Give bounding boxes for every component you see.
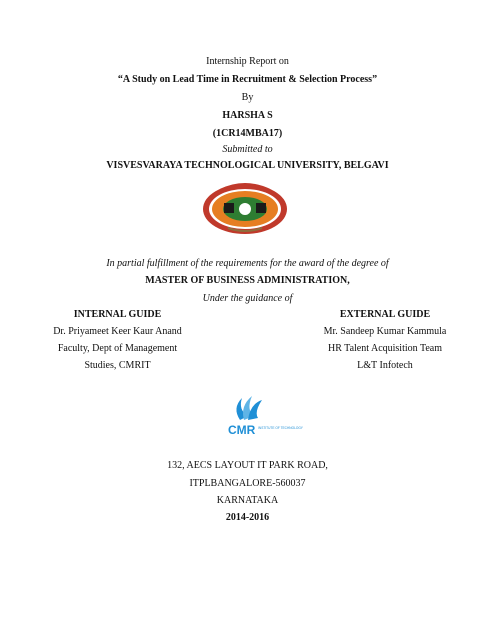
- cmr-logo-subtext: INSTITUTE OF TECHNOLOGY: [258, 426, 303, 430]
- cmr-logo-icon: [210, 390, 303, 440]
- address-line-3: KARNATAKA: [216, 495, 279, 506]
- address-line-2: ITPLBANGALORE-560037: [189, 478, 306, 489]
- vtu-emblem-icon: [200, 176, 290, 236]
- external-guide-name: Mr. Sandeep Kumar Kammula: [323, 326, 447, 337]
- university-name: VISVESVARAYA TECHNOLOGICAL UNIVERSITY, BELGAVI: [106, 160, 389, 171]
- report-title: “A Study on Lead Time in Recruitment & Selection Process”: [117, 74, 378, 85]
- by-label: By: [241, 92, 254, 103]
- internal-guide-dept: Faculty, Dept of Management: [57, 343, 178, 354]
- external-guide-team: HR Talent Acquisition Team: [327, 343, 443, 354]
- author-name: HARSHA S: [222, 110, 273, 121]
- external-guide-heading: EXTERNAL GUIDE: [339, 309, 431, 320]
- partial-fulfillment: In partial fulfillment of the requirements for the award of the degree of: [106, 258, 389, 269]
- internal-guide-institute: Studies, CMRIT: [84, 360, 151, 371]
- internal-guide-heading: INTERNAL GUIDE: [73, 309, 162, 320]
- guidance-label: Under the guidance of: [202, 293, 293, 304]
- author-usn: (1CR14MBA17): [212, 128, 283, 139]
- academic-year: 2014-2016: [225, 512, 270, 523]
- degree-name: MASTER OF BUSINESS ADMINISTRATION,: [145, 275, 350, 286]
- cmr-logo-text: CMR: [228, 423, 256, 437]
- external-guide-company: L&T Infotech: [357, 360, 413, 371]
- internal-guide-name: Dr. Priyameet Keer Kaur Anand: [53, 326, 182, 337]
- submitted-to-label: Submitted to: [222, 144, 273, 155]
- report-heading: Internship Report on: [206, 56, 289, 67]
- address-line-1: 132, AECS LAYOUT IT PARK ROAD,: [167, 460, 328, 471]
